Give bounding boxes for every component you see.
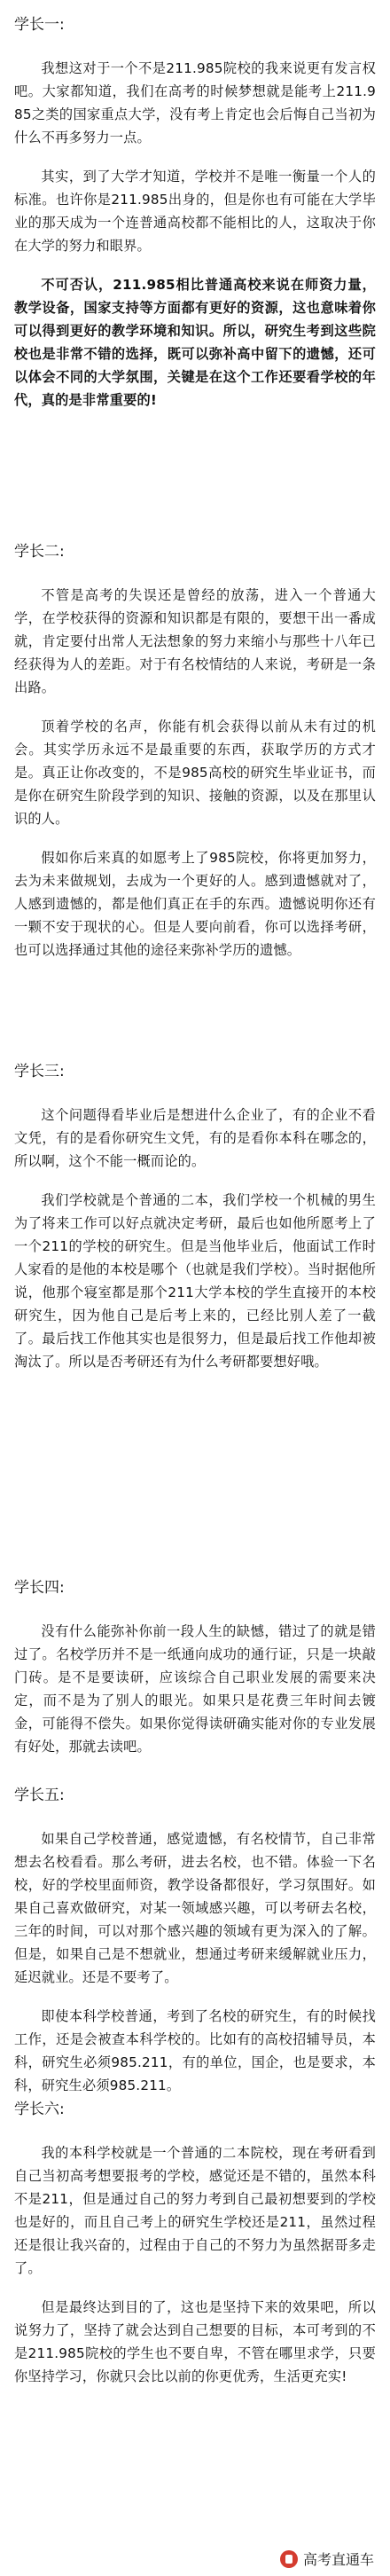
paragraph: 不管是高考的失误还是曾经的放荡，进入一个普通大学，在学校获得的资源和知识都是有限的，要想干出一番成就，肯定要付出常人无法想象的努力来缩小与那些十八年已经获得为人的差距。对于有名校情结的人来说，考研是一条出路。	[14, 587, 376, 695]
section-senior-2	[14, 543, 376, 978]
app-logo-icon	[280, 2550, 298, 2568]
paragraph: 顶着学校的名声，你能有机会获得以前从未有过的机会。其实学历永远不是最重要的东西，获取学历的方式才是。真正让你改变的，不是985高校的研究生毕业证书，而是你在研究生阶段学到的知识、接触的资源，以及在那里认识的人。	[14, 719, 376, 827]
section-heading: 学长三:	[14, 1063, 65, 1080]
paragraph: 这个问题得看毕业后是想进什么企业了，有的企业不看文凭，有的是看你研究生文凭，有的是看你本科在哪念的，所以啊，这个不能一概而论的。	[14, 1107, 376, 1169]
paragraph: 没有什么能弥补你前一段人生的缺憾，错过了的就是错过了。名校学历并不是一纸通向成功的通行证，只是一块敲门砖。是不是要读研，应该综合自己职业发展的需要来决定，而不是为了别人的眼光。如果只是花费三年时间去镀金，可能得不偿失。如果你觉得读研确实能对你的专业发展有好处，那就去读吧。	[14, 1623, 376, 1755]
paragraph: 但是最终达到目的了，这也是坚持下来的效果吧，所以说努力了，坚持了就会达到自己想要的目标，本可考到的不是211.985院校的学生也不要自卑，不管在哪里求学，只要你坚持学习，你就只会比以前的你更优秀，生活更充实!	[14, 2299, 376, 2384]
paragraph: 我想这对于一个不是211.985院校的我来说更有发言权吧。大家都知道，我们在高考的时候梦想就是能考上211.985之类的国家重点大学，没有考上肯定也会后悔自己当初为什么不再多努力一点。	[14, 60, 376, 145]
paragraph: 如果自己学校普通，感觉遗憾，有名校情节，自己非常想去名校看看。那么考研，进去名校，也不错。体验一下名校，好的学校里面师资，教学设备都很好，学习氛围好。如果自己喜欢做研究，对某一领域感兴趣，可以考研去名校，三年的时间，可以对那个感兴趣的领域有更为深入的了解。但是，如果自己是不想就业，想通过考研来缓解就业压力，延迟就业。还是不要考了。	[14, 1831, 376, 1985]
watermark	[275, 2547, 379, 2571]
section-senior-6	[14, 2101, 376, 2404]
section-heading: 学长二:	[14, 543, 65, 561]
section-senior-1	[14, 16, 376, 428]
paragraph: 我的本科学校就是一个普通的二本院校，现在考研看到自己当初高考想要报考的学校，感觉还是不错的，虽然本科不是211，但是通过自己的努力考到自己最初想要到的学校也是好的，而且自己考上的研究生学校还是211，虽然过程还是很让我兴奋的，过程由于自己的不努力为虽然据哥多走了。	[14, 2145, 376, 2276]
section-senior-4	[14, 1579, 376, 1774]
section-senior-3	[14, 1063, 376, 1389]
paragraph: 不可否认，211.985相比普通高校来说在师资力量，教学设备，国家支持等方面都有更好的资源，这也意味着你可以得到更好的教学环境和知识。所以，研究生考到这些院校也是非常不错的选择，既可以弥补高中留下的遗憾，还可以体会不同的大学氛围，关键是在这个工作还要看学校的年代，真的是非常重要的!	[14, 277, 376, 408]
section-senior-5	[14, 1787, 376, 2113]
section-heading: 学长五:	[14, 1787, 65, 1804]
section-heading: 学长六:	[14, 2101, 65, 2118]
paragraph: 我们学校就是个普通的二本，我们学校一个机械的男生为了将来工作可以好点就决定考研，最后也如他所愿考上了一个211的学校的研究生。但是当他毕业后，他面试工作时人家看的是他的本校是哪个（也就是我们学校）。当时据他所说，他那个寝室都是那个211大学本校的学生直接开的本校研究生，因为他自己是后考上来的，已经比别人差了一截了。最后找工作他其实也是很努力，但是最后找工作他却被淘汰了。所以是否考研还有为什么考研都要想好哦。	[14, 1192, 376, 1370]
watermark-text: 高考直通车	[302, 2551, 374, 2568]
section-heading: 学长一:	[14, 16, 65, 34]
paragraph: 即使本科学校普通，考到了名校的研究生，有的时候找工作，还是会被查本科学校的。比如有的高校招辅导员，本科，研究生必须985.211，有的单位，国企，也是要求，本科，研究生必须985.211。	[14, 2008, 376, 2093]
paragraph: 假如你后来真的如愿考上了985院校，你将更加努力，去为未来做规划，去成为一个更好的人。感到遗憾就对了，人感到遗憾的，都是他们真正在手的东西。遗憾说明你还有一颗不安于现状的心。但是人要向前看，你可以选择考研，也可以选择通过其他的途径来弥补学历的遗憾。	[14, 850, 376, 958]
paragraph: 其实，到了大学才知道，学校并不是唯一衡量一个人的标准。也许你是211.985出身的，但是你也有可能在大学毕业的那天成为一个连普通高校都不能相比的人，这取决于你在大学的努力和眼界。	[14, 169, 376, 254]
section-heading: 学长四:	[14, 1579, 65, 1597]
